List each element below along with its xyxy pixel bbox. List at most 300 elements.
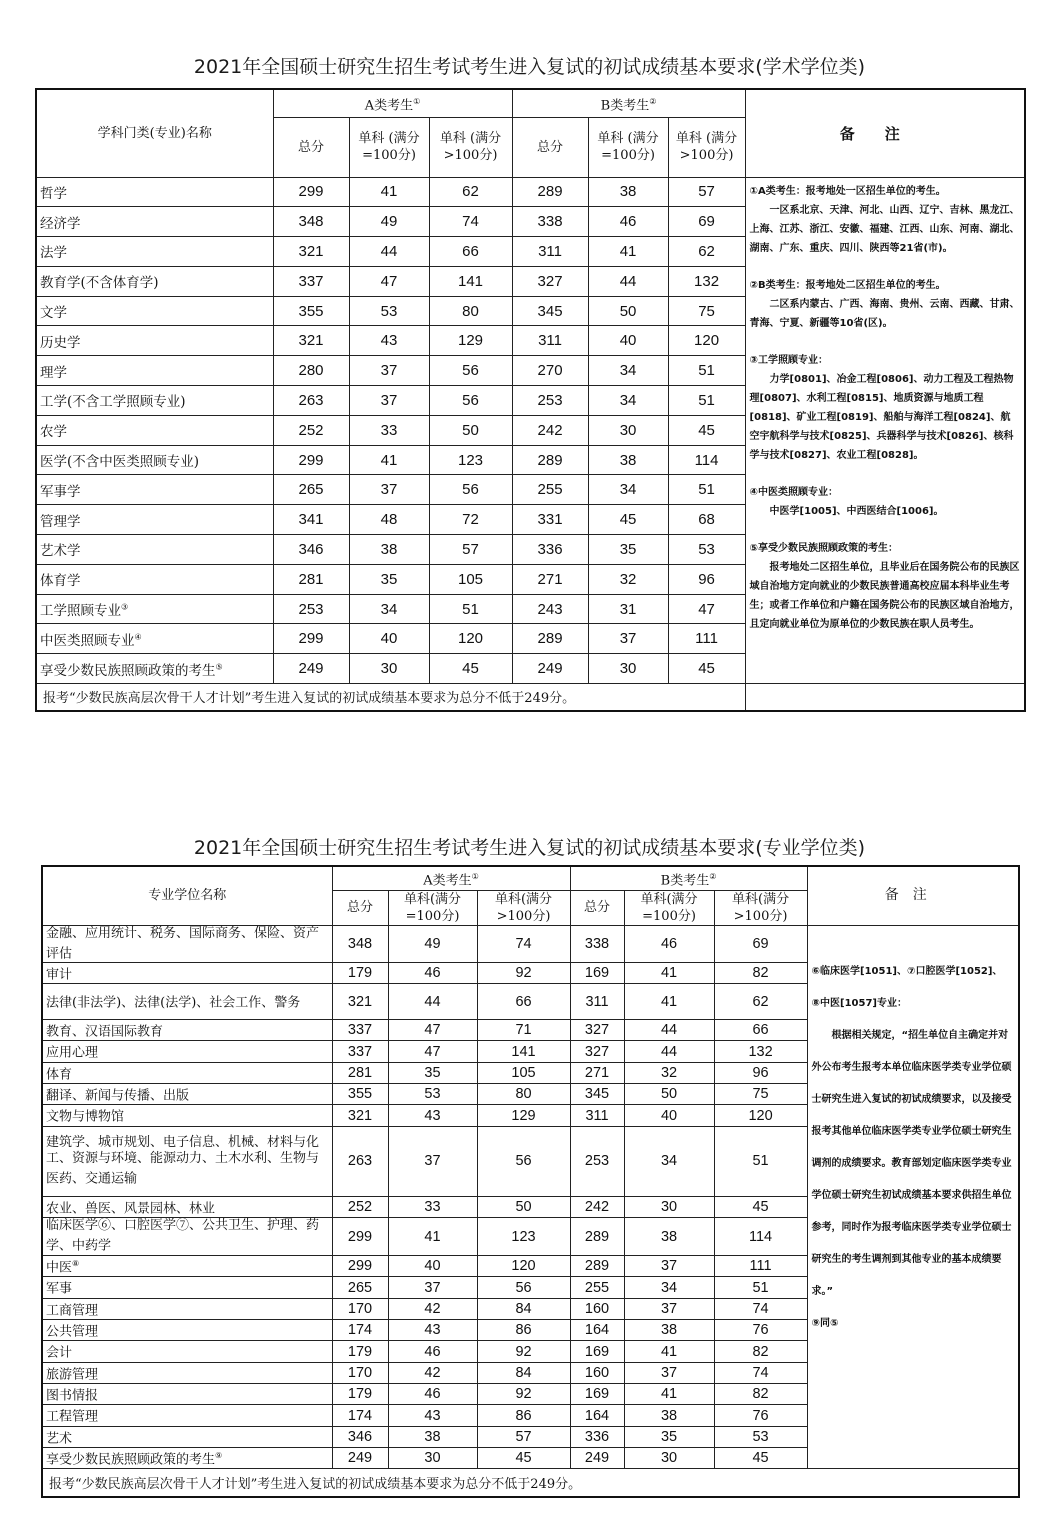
score-cell-a-total: 263	[332, 1126, 388, 1196]
subject-name: 翻译、新闻与传播、出版	[46, 1088, 190, 1104]
score-cell-a-total: 281	[332, 1062, 388, 1083]
score-cell-b-sgt: 51	[668, 475, 745, 505]
score-cell-a-sgt: 120	[477, 1256, 570, 1277]
group-b-header: B类考生②	[570, 866, 807, 890]
a-total-header: 总分	[332, 890, 388, 925]
score-cell-a-sgt: 56	[429, 386, 512, 416]
subject-name-cell	[42, 1218, 332, 1256]
subject-name: 理学	[40, 364, 67, 381]
subject-name: 哲学	[40, 185, 67, 202]
subject-name-cell	[36, 535, 273, 565]
subject-name: 法律(非法学)、法律(法学)、社会工作、警务	[46, 995, 301, 1011]
score-cell-a-s100: 35	[349, 564, 429, 594]
score-cell-a-s100: 38	[388, 1426, 477, 1447]
score-cell-a-sgt: 84	[477, 1362, 570, 1383]
score-cell-b-s100: 37	[588, 624, 668, 654]
score-cell-b-s100: 44	[588, 266, 668, 296]
score-cell-a-total: 252	[273, 415, 349, 445]
subject-name-cell	[42, 1020, 332, 1041]
score-cell-a-total: 170	[332, 1298, 388, 1319]
score-cell-b-total: 327	[570, 1020, 624, 1041]
score-cell-b-total: 253	[570, 1126, 624, 1196]
score-cell-b-total: 160	[570, 1298, 624, 1319]
score-cell-b-sgt: 74	[714, 1362, 807, 1383]
score-cell-b-s100: 32	[624, 1062, 714, 1083]
subject-name: 农学	[40, 424, 67, 441]
score-cell-a-total: 337	[332, 1041, 388, 1062]
score-cell-b-s100: 38	[624, 1320, 714, 1341]
score-cell-a-sgt: 56	[477, 1126, 570, 1196]
subject-name: 艺术学	[40, 543, 81, 560]
score-cell-a-total: 348	[273, 207, 349, 237]
score-cell-a-sgt: 74	[429, 207, 512, 237]
score-cell-a-sgt: 123	[429, 445, 512, 475]
score-cell-b-sgt: 82	[714, 962, 807, 983]
subject-name: 图书情报	[46, 1388, 99, 1404]
score-cell-a-s100: 35	[388, 1062, 477, 1083]
score-cell-a-s100: 41	[349, 177, 429, 207]
score-cell-a-total: 355	[273, 296, 349, 326]
score-cell-b-sgt: 53	[668, 535, 745, 565]
subject-name: 体育	[46, 1067, 73, 1083]
score-cell-a-sgt: 45	[477, 1448, 570, 1469]
score-cell-b-s100: 34	[588, 475, 668, 505]
score-cell-a-s100: 47	[349, 266, 429, 296]
score-cell-a-total: 249	[273, 654, 349, 684]
score-cell-b-sgt: 120	[668, 326, 745, 356]
subject-name-cell	[42, 1448, 332, 1469]
score-cell-b-s100: 32	[588, 564, 668, 594]
subject-name-cell	[36, 564, 273, 594]
b-single100-header: 单科(满分=100分)	[624, 890, 714, 925]
score-cell-a-s100: 43	[388, 1320, 477, 1341]
score-cell-b-s100: 30	[588, 654, 668, 684]
score-cell-a-s100: 37	[349, 475, 429, 505]
score-cell-b-sgt: 82	[714, 1341, 807, 1362]
score-cell-b-total: 345	[512, 296, 588, 326]
score-cell-b-s100: 38	[588, 445, 668, 475]
note-body: 力学[0801]、冶金工程[0806]、动力工程及工程热物理[0807]、水利工程[0815]、地质资源与地质工程[0818]、矿业工程[0819]、船舶与海洋工程[0824]、航空宇航科学与技术[0825]、兵器科学与技术[0826]、核科学与技术[0827]、农业工程[0828]。	[749, 373, 1014, 461]
subject-name-cell	[36, 237, 273, 267]
subject-name: 经济学	[40, 215, 81, 232]
score-cell-a-sgt: 45	[429, 654, 512, 684]
score-cell-b-sgt: 47	[668, 594, 745, 624]
score-cell-a-sgt: 92	[477, 962, 570, 983]
score-cell-a-s100: 53	[388, 1084, 477, 1105]
score-cell-b-total: 289	[512, 624, 588, 654]
score-cell-a-total: 346	[332, 1426, 388, 1447]
footnote-marker: ④	[134, 632, 142, 642]
score-cell-a-total: 346	[273, 535, 349, 565]
score-cell-b-sgt: 51	[668, 356, 745, 386]
score-cell-a-sgt: 71	[477, 1020, 570, 1041]
score-cell-b-sgt: 45	[714, 1196, 807, 1217]
score-cell-a-sgt: 129	[429, 326, 512, 356]
score-cell-a-sgt: 51	[429, 594, 512, 624]
note-line: ⑧中医[1057]专业：	[811, 997, 907, 1009]
score-cell-b-sgt: 51	[714, 1277, 807, 1298]
score-cell-b-total: 249	[570, 1448, 624, 1469]
score-cell-b-s100: 30	[624, 1448, 714, 1469]
score-cell-a-sgt: 86	[477, 1320, 570, 1341]
group-a-header: A类考生①	[332, 866, 570, 890]
score-cell-b-total: 289	[512, 177, 588, 207]
score-cell-a-s100: 44	[388, 984, 477, 1020]
subject-name: 文物与博物馆	[46, 1109, 125, 1125]
score-cell-b-total: 164	[570, 1320, 624, 1341]
subject-name-cell	[36, 415, 273, 445]
score-cell-a-sgt: 105	[429, 564, 512, 594]
table1-title: 2021年全国硕士研究生招生考试考生进入复试的初试成绩基本要求(学术学位类)	[193, 56, 866, 78]
score-cell-b-s100: 41	[624, 962, 714, 983]
subject-name: 金融、应用统计、税务、国际商务、保险、资产评估	[46, 925, 320, 961]
remarks-header: 备注	[807, 866, 1019, 925]
score-cell-a-total: 179	[332, 1384, 388, 1405]
score-cell-b-sgt: 51	[714, 1126, 807, 1196]
score-cell-a-total: 299	[332, 1218, 388, 1256]
subject-name: 应用心理	[46, 1045, 99, 1061]
footnote-marker: ③	[121, 602, 129, 612]
score-cell-b-total: 255	[570, 1277, 624, 1298]
score-cell-a-s100: 41	[349, 445, 429, 475]
footnote-marker: ⑧	[72, 1259, 80, 1269]
subject-name-cell	[42, 1062, 332, 1083]
note-title: ②B类考生：报考地处二区招生单位的考生。	[749, 279, 946, 291]
a-single-over100-header: 单科 (满分>100分)	[429, 117, 512, 177]
score-cell-b-total: 169	[570, 1341, 624, 1362]
score-cell-b-s100: 50	[624, 1084, 714, 1105]
subject-name: 教育、汉语国际教育	[46, 1024, 164, 1040]
subject-name-cell	[42, 1196, 332, 1217]
score-cell-a-s100: 46	[388, 962, 477, 983]
score-cell-a-s100: 38	[349, 535, 429, 565]
subject-name: 历史学	[40, 334, 81, 351]
subject-name-cell	[42, 1320, 332, 1341]
note-body: 二区系内蒙古、广西、海南、贵州、云南、西藏、甘肃、青海、宁夏、新疆等10省(区)。	[749, 298, 1020, 329]
score-cell-a-total: 321	[332, 1105, 388, 1126]
score-cell-b-total: 160	[570, 1362, 624, 1383]
score-cell-a-s100: 42	[388, 1298, 477, 1319]
subject-name-cell	[42, 1105, 332, 1126]
score-cell-a-total: 174	[332, 1320, 388, 1341]
score-cell-a-total: 280	[273, 356, 349, 386]
note-body: 报考地处二区招生单位，且毕业后在国务院公布的民族区域自治地方定向就业的少数民族普通高校应届本科毕业生考生；或者工作单位和户籍在国务院公布的民族区域自治地方，且定向就业单位为原单位的少数民族在职人员考生。	[749, 561, 1020, 630]
subject-name-cell	[42, 1084, 332, 1105]
score-cell-b-s100: 31	[588, 594, 668, 624]
score-cell-a-sgt: 50	[429, 415, 512, 445]
remarks-notes	[745, 177, 1025, 684]
score-cell-b-sgt: 114	[714, 1218, 807, 1256]
subject-name: 工学(不含工学照顾专业)	[40, 394, 186, 411]
subject-name: 医学(不含中医类照顾专业)	[40, 454, 200, 471]
score-cell-a-s100: 33	[388, 1196, 477, 1217]
note-body: 一区系北京、天津、河北、山西、辽宁、吉林、黑龙江、上海、江苏、浙江、安徽、福建、江西、山东、河南、湖北、湖南、广东、重庆、四川、陕西等21省(市)。	[749, 204, 1020, 254]
score-cell-a-s100: 37	[349, 386, 429, 416]
score-cell-b-sgt: 45	[668, 415, 745, 445]
score-cell-a-total: 321	[273, 237, 349, 267]
score-cell-a-sgt: 129	[477, 1105, 570, 1126]
subject-name-cell	[42, 1384, 332, 1405]
subject-name: 教育学(不含体育学)	[40, 275, 159, 292]
score-cell-b-total: 169	[570, 962, 624, 983]
note-line: ⑥临床医学[1051]、⑦口腔医学[1052]、	[811, 965, 1003, 977]
score-cell-a-total: 179	[332, 1341, 388, 1362]
subject-name: 文学	[40, 305, 67, 322]
score-cell-b-sgt: 76	[714, 1320, 807, 1341]
subject-name-cell	[36, 386, 273, 416]
score-cell-b-total: 271	[570, 1062, 624, 1083]
score-cell-b-sgt: 69	[668, 207, 745, 237]
score-cell-b-sgt: 66	[714, 1020, 807, 1041]
score-cell-b-s100: 46	[624, 925, 714, 962]
score-cell-a-total: 265	[332, 1277, 388, 1298]
score-cell-b-total: 331	[512, 505, 588, 535]
score-cell-a-total: 179	[332, 962, 388, 983]
score-cell-b-total: 242	[570, 1196, 624, 1217]
score-cell-a-s100: 44	[349, 237, 429, 267]
score-cell-b-total: 271	[512, 564, 588, 594]
score-cell-a-s100: 46	[388, 1341, 477, 1362]
score-cell-b-total: 327	[570, 1041, 624, 1062]
score-cell-a-total: 348	[332, 925, 388, 962]
subject-name: 公共管理	[46, 1324, 99, 1340]
score-cell-a-sgt: 120	[429, 624, 512, 654]
subject-name-cell	[36, 594, 273, 624]
subject-name-cell	[42, 1277, 332, 1298]
score-cell-a-total: 170	[332, 1362, 388, 1383]
score-cell-a-s100: 33	[349, 415, 429, 445]
score-cell-a-total: 252	[332, 1196, 388, 1217]
score-cell-a-sgt: 62	[429, 177, 512, 207]
score-cell-a-total: 299	[332, 1256, 388, 1277]
score-cell-b-s100: 35	[624, 1426, 714, 1447]
score-cell-b-s100: 37	[624, 1298, 714, 1319]
subject-name-cell	[42, 1341, 332, 1362]
subject-name: 法学	[40, 245, 67, 262]
score-cell-b-sgt: 53	[714, 1426, 807, 1447]
score-cell-b-sgt: 75	[668, 296, 745, 326]
score-cell-a-s100: 49	[349, 207, 429, 237]
score-cell-b-sgt: 69	[714, 925, 807, 962]
score-cell-b-s100: 41	[624, 1341, 714, 1362]
note-title: ①A类考生：报考地处一区招生单位的考生。	[749, 185, 946, 197]
footnote-marker: ⑤	[215, 662, 223, 672]
score-cell-b-sgt: 82	[714, 1384, 807, 1405]
score-cell-b-s100: 50	[588, 296, 668, 326]
score-cell-b-sgt: 68	[668, 505, 745, 535]
score-cell-a-sgt: 92	[477, 1384, 570, 1405]
subject-name-cell	[42, 1426, 332, 1447]
score-cell-b-sgt: 76	[714, 1405, 807, 1426]
score-cell-b-sgt: 132	[714, 1041, 807, 1062]
score-cell-b-total: 338	[570, 925, 624, 962]
score-cell-a-s100: 30	[388, 1448, 477, 1469]
group-a-header: A类考生①	[273, 89, 512, 117]
score-cell-b-sgt: 51	[668, 386, 745, 416]
score-cell-a-sgt: 56	[429, 356, 512, 386]
score-cell-b-total: 169	[570, 1384, 624, 1405]
score-cell-b-total: 289	[570, 1256, 624, 1277]
score-cell-a-sgt: 141	[429, 266, 512, 296]
subject-name: 工商管理	[46, 1303, 99, 1319]
subject-name-cell	[42, 1362, 332, 1383]
score-cell-a-s100: 40	[388, 1256, 477, 1277]
score-cell-a-sgt: 92	[477, 1341, 570, 1362]
score-cell-b-total: 327	[512, 266, 588, 296]
score-cell-b-s100: 38	[624, 1218, 714, 1256]
score-cell-a-s100: 42	[388, 1362, 477, 1383]
subject-name-cell	[36, 207, 273, 237]
score-cell-a-s100: 46	[388, 1384, 477, 1405]
subject-name: 军事	[46, 1281, 73, 1297]
a-single100-header: 单科(满分=100分)	[388, 890, 477, 925]
score-cell-b-total: 243	[512, 594, 588, 624]
note-title: ④中医类照顾专业：	[749, 486, 839, 498]
score-cell-b-s100: 40	[588, 326, 668, 356]
subject-name: 艺术	[46, 1431, 73, 1447]
subject-header: 学科门类(专业)名称	[36, 89, 273, 177]
note-body: 中医学[1005]、中西医结合[1006]。	[769, 505, 944, 517]
subject-name-cell	[36, 624, 273, 654]
score-cell-a-sgt: 57	[477, 1426, 570, 1447]
score-cell-b-sgt: 57	[668, 177, 745, 207]
score-cell-a-s100: 43	[349, 326, 429, 356]
score-cell-b-s100: 44	[624, 1020, 714, 1041]
score-cell-b-sgt: 132	[668, 266, 745, 296]
b-single-over100-header: 单科 (满分>100分)	[668, 117, 745, 177]
score-cell-b-s100: 34	[588, 356, 668, 386]
group-b-header: B类考生②	[512, 89, 745, 117]
subject-name-cell	[36, 505, 273, 535]
score-cell-a-sgt: 66	[477, 984, 570, 1020]
score-cell-b-total: 255	[512, 475, 588, 505]
score-cell-b-sgt: 75	[714, 1084, 807, 1105]
score-cell-a-s100: 37	[388, 1277, 477, 1298]
subject-name: 建筑学、城市规划、电子信息、机械、材料与化工、资源与环境、能源动力、土木水利、生物与医药、交通运输	[46, 1135, 320, 1187]
note-line: ⑨同⑤	[811, 1317, 839, 1329]
score-cell-b-sgt: 114	[668, 445, 745, 475]
score-cell-a-s100: 48	[349, 505, 429, 535]
score-cell-b-s100: 44	[624, 1041, 714, 1062]
b-single-over100-header: 单科(满分>100分)	[714, 890, 807, 925]
score-cell-a-total: 341	[273, 505, 349, 535]
subject-name-cell	[36, 326, 273, 356]
score-cell-b-sgt: 96	[668, 564, 745, 594]
score-cell-b-sgt: 74	[714, 1298, 807, 1319]
score-cell-b-total: 311	[512, 326, 588, 356]
score-cell-b-s100: 37	[624, 1362, 714, 1383]
note-block	[750, 483, 1021, 521]
subject-name-cell	[42, 962, 332, 983]
subject-name-cell	[36, 475, 273, 505]
score-cell-b-total: 336	[570, 1426, 624, 1447]
score-cell-b-s100: 41	[624, 984, 714, 1020]
score-cell-b-sgt: 62	[668, 237, 745, 267]
subject-name-cell	[36, 654, 273, 684]
table1-footer: 报考“少数民族高层次骨干人才计划”考生进入复试的初试成绩基本要求为总分不低于249分。	[36, 684, 745, 711]
score-cell-a-s100: 37	[388, 1126, 477, 1196]
score-cell-b-s100: 35	[588, 535, 668, 565]
score-cell-a-s100: 53	[349, 296, 429, 326]
score-cell-a-total: 281	[273, 564, 349, 594]
score-cell-b-total: 242	[512, 415, 588, 445]
score-cell-a-total: 174	[332, 1405, 388, 1426]
subject-name: 军事学	[40, 483, 81, 500]
score-cell-a-sgt: 50	[477, 1196, 570, 1217]
subject-name: 中医	[46, 1260, 73, 1276]
score-cell-b-s100: 30	[588, 415, 668, 445]
subject-name-cell	[36, 296, 273, 326]
b-total-header: 总分	[570, 890, 624, 925]
score-cell-a-total: 263	[273, 386, 349, 416]
score-cell-b-total: 270	[512, 356, 588, 386]
remarks-notes	[807, 925, 1019, 1469]
score-cell-b-total: 311	[570, 1105, 624, 1126]
score-cell-a-total: 299	[273, 445, 349, 475]
score-cell-a-total: 253	[273, 594, 349, 624]
score-cell-b-s100: 30	[624, 1196, 714, 1217]
subject-name: 农业、兽医、风景园林、林业	[46, 1201, 216, 1217]
subject-name-cell	[36, 177, 273, 207]
subject-name-cell	[36, 266, 273, 296]
score-cell-a-sgt: 141	[477, 1041, 570, 1062]
score-cell-b-sgt: 62	[714, 984, 807, 1020]
score-cell-b-sgt: 45	[714, 1448, 807, 1469]
note-title: ⑤享受少数民族照顾政策的考生：	[749, 542, 899, 554]
score-cell-a-total: 337	[332, 1020, 388, 1041]
note-body: 根据相关规定，“招生单位自主确定并对外公布考生报考本单位临床医学类专业学位硕士研究生进入复试的初试成绩要求，以及接受报考其他单位临床医学类专业学位硕士研究生调剂的成绩要求。教育部划定临床医学类专业学位硕士研究生初试成绩基本要求供招生单位参考，同时作为报考临床医学类专业学位硕士研究生的考生调剂到其他专业的基本成绩要求。”	[811, 1029, 1012, 1297]
subject-name-cell	[36, 356, 273, 386]
score-cell-a-total: 355	[332, 1084, 388, 1105]
score-cell-a-sgt: 74	[477, 925, 570, 962]
note-block	[750, 539, 1021, 634]
score-cell-b-total: 253	[512, 386, 588, 416]
subject-name-cell	[42, 984, 332, 1020]
subject-name: 审计	[46, 967, 73, 983]
score-cell-a-sgt: 56	[477, 1277, 570, 1298]
academic-degree-table	[35, 88, 1026, 712]
score-cell-a-total: 299	[273, 177, 349, 207]
subject-name: 享受少数民族照顾政策的考生	[46, 1452, 216, 1468]
table-row	[36, 177, 1025, 207]
score-cell-a-sgt: 57	[429, 535, 512, 565]
score-cell-a-sgt: 80	[429, 296, 512, 326]
remarks-header: 备注	[745, 89, 1025, 177]
score-cell-a-s100: 30	[349, 654, 429, 684]
score-cell-b-s100: 41	[588, 237, 668, 267]
a-single100-header: 单科 (满分=100分)	[349, 117, 429, 177]
subject-name-cell	[42, 1256, 332, 1277]
b-total-header: 总分	[512, 117, 588, 177]
score-cell-b-total: 249	[512, 654, 588, 684]
table-row	[42, 925, 1019, 962]
score-cell-b-sgt: 111	[668, 624, 745, 654]
subject-name: 工程管理	[46, 1409, 99, 1425]
subject-name: 临床医学⑥、口腔医学⑦、公共卫生、护理、药学、中药学	[46, 1218, 320, 1254]
score-cell-a-total: 265	[273, 475, 349, 505]
score-cell-b-s100: 41	[624, 1384, 714, 1405]
score-cell-a-sgt: 105	[477, 1062, 570, 1083]
a-total-header: 总分	[273, 117, 349, 177]
subject-name-cell	[42, 925, 332, 962]
score-cell-a-sgt: 123	[477, 1218, 570, 1256]
score-cell-b-s100: 34	[588, 386, 668, 416]
score-cell-b-total: 289	[512, 445, 588, 475]
score-cell-b-s100: 45	[588, 505, 668, 535]
score-cell-b-sgt: 111	[714, 1256, 807, 1277]
score-cell-b-sgt: 96	[714, 1062, 807, 1083]
score-cell-b-sgt: 120	[714, 1105, 807, 1126]
